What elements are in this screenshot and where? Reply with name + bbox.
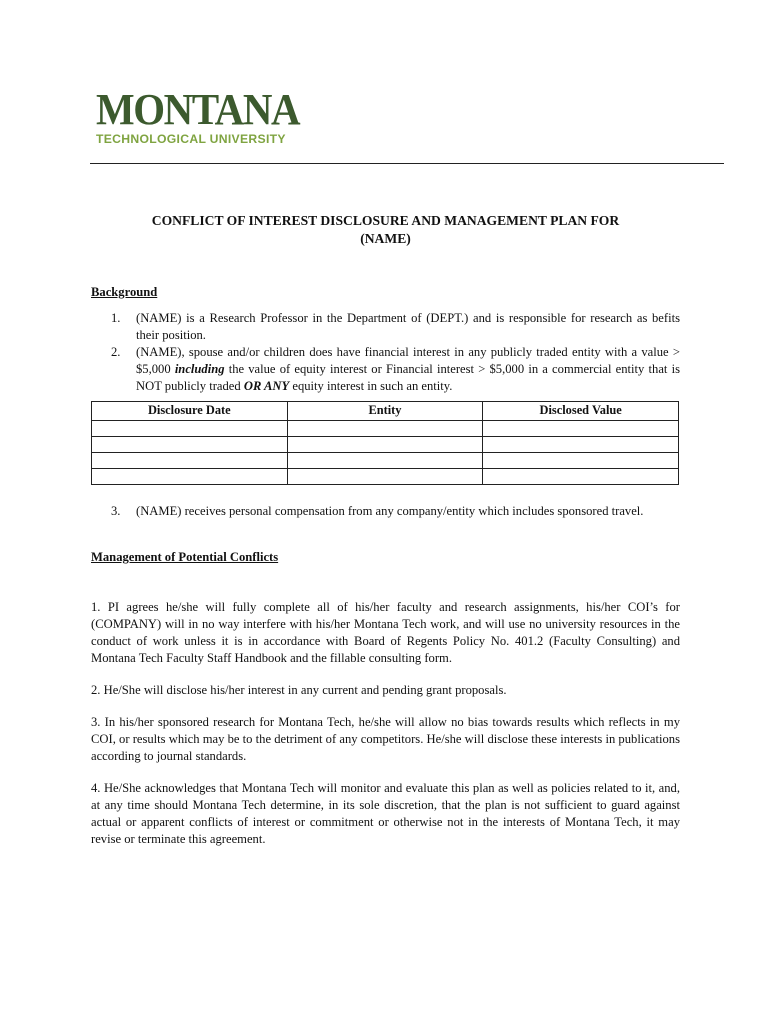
background-list-continued [91,503,680,520]
header-entity: Entity [287,402,483,421]
list-text: (NAME) receives personal compensation from any company/entity which includes sponsored travel. [136,504,644,518]
list-item [91,310,680,344]
disclosure-table [91,401,679,485]
table-cell[interactable] [92,453,288,469]
management-heading: Management of Potential Conflicts [91,550,279,564]
table-cell[interactable] [287,469,483,485]
management-paragraph-3: 3. In his/her sponsored research for Montana Tech, he/she will allow no bias towards results which reflects in my COI, or results which may be to the detriment of any competitors. He/she will disclose these interests in publications according to journal standards. [91,715,680,763]
management-paragraph-4: 4. He/She acknowledges that Montana Tech will monitor and evaluate this plan as well as policies related to it, and, at any time should Montana Tech determine, in its sole discretion, that the plan is not sufficient to guard against actual or apparent conflicts of interest or commitment or otherwise not in the interests of Montana Tech, it may revise or terminate this agreement. [91,781,680,846]
table-header-row [92,402,679,421]
table-cell[interactable] [92,437,288,453]
table-cell[interactable] [483,453,679,469]
list-number: 1. [111,311,121,325]
list-item [91,344,680,395]
list-text: (NAME), spouse and/or children does have financial interest in any publicly traded entity with a value > $5,000 including the value of equity interest or Financial interest > $5,000 in a commercial entity that is NOT publicly traded OR ANY equity interest in such an entity. [136,345,680,393]
list-item [91,503,680,520]
header-disclosure-date: Disclosure Date [92,402,288,421]
table-row [92,469,679,485]
logo-subtitle: TECHNOLOGICAL UNIVERSITY [96,132,286,146]
emphasis-or-any: OR ANY [243,379,290,393]
document-title [91,212,680,248]
title-line-2: (NAME) [360,231,411,246]
table-row [92,437,679,453]
list-number: 2. [111,345,121,359]
logo-wordmark: MONTANA [96,85,300,134]
management-paragraph-1: 1. PI agrees he/she will fully complete all of his/her faculty and research assignments, his/her COI’s for (COMPANY) will in no way interfere with his/her Montana Tech work, and will use no university resources in the conduct of work unless it is in accordance with Board of Regents Policy No. 401.2 (Faculty Consulting) and Montana Tech Faculty Staff Handbook and the fillable consulting form. [91,600,680,665]
background-heading: Background [91,285,158,299]
table-row [92,421,679,437]
title-line-1: CONFLICT OF INTEREST DISCLOSURE AND MANAGEMENT PLAN FOR [151,213,620,228]
header-disclosed-value: Disclosed Value [483,402,679,421]
background-list [91,310,680,395]
list-text: (NAME) is a Research Professor in the Department of (DEPT.) and is responsible for research as befits their position. [136,311,680,342]
table-cell[interactable] [287,421,483,437]
emphasis-including: including [174,362,225,376]
table-cell[interactable] [287,437,483,453]
table-row [92,453,679,469]
document-body [91,212,680,848]
header-rule [90,163,724,164]
table-cell[interactable] [483,469,679,485]
university-logo [96,85,316,146]
table-cell[interactable] [483,437,679,453]
table-cell[interactable] [92,421,288,437]
table-cell[interactable] [483,421,679,437]
list-number: 3. [111,504,121,518]
table-cell[interactable] [287,453,483,469]
management-paragraph-2: 2. He/She will disclose his/her interest in any current and pending grant proposals. [91,683,507,697]
table-cell[interactable] [92,469,288,485]
